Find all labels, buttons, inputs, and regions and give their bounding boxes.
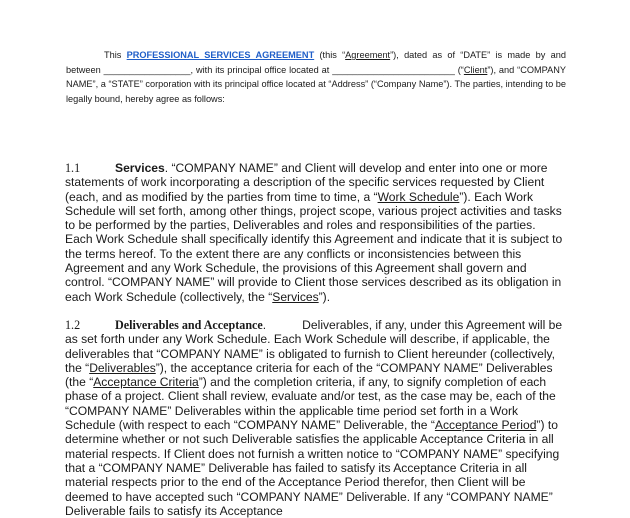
intro-text: (this “ xyxy=(314,50,346,60)
section-text: Deliverables, if any, under this Agreement will be as set forth under any Work Schedule. Each Work Schedule will describe, if applicable, the deliverables that “COMPANY NAME” is obligated to furnish to Client hereunder (collectively, the “ xyxy=(65,318,563,375)
defined-term-acceptance-period: Acceptance Period xyxy=(434,418,537,433)
defined-term-deliverables: Deliverables xyxy=(89,360,156,375)
defined-term-services: Services xyxy=(272,289,319,304)
section-heading: Services xyxy=(115,161,165,175)
section-deliverables xyxy=(65,318,565,518)
section-heading: Deliverables and Acceptance xyxy=(115,318,263,332)
section-text: . xyxy=(262,318,267,332)
section-text: . “COMPANY NAME” and Client will develop and enter into one or more statements of work incorporating a description of the specific services requested by Client (each, and as modified by the parties from time to time, a “ xyxy=(65,161,548,204)
section-services xyxy=(65,161,565,304)
defined-term-acceptance-criteria: Acceptance Criteria xyxy=(93,375,199,390)
intro-text: ”), dated as of “DATE” is made by and between _________________, with its principal office located at ________________________ (“ xyxy=(66,50,566,75)
section-text: ”). xyxy=(318,289,331,304)
section-number: 1.1 xyxy=(65,161,81,175)
agreement-title-link[interactable]: PROFESSIONAL SERVICES AGREEMENT xyxy=(126,50,315,60)
intro-paragraph xyxy=(66,48,566,106)
defined-term-client: Client xyxy=(463,64,488,75)
defined-term-agreement: Agreement xyxy=(345,50,391,60)
defined-term-work-schedule: Work Schedule xyxy=(377,189,460,204)
section-text: ”), the acceptance criteria for each of the “COMPANY NAME” Deliverables (the “ xyxy=(65,360,553,390)
section-text: ”). Each Work Schedule will set forth, among other things, project scope, various project activities and tasks to be performed by the parties, Deliverables and roles and responsibilities of the parties. Each Work Schedule shall specifically identify this Agreement and indicate that it is subject to the terms hereof. To the extent there are any conflicts or inconsistencies between this Agreement and any Work Schedule, the provisions of this Agreement shall govern and control. “COMPANY NAME” will provide to Client those services described as its obligation in each Work Schedule (collectively, the “ xyxy=(65,189,563,304)
intro-text: ”), and “COMPANY NAME”, a “STATE” corporation with its principal office located at “Address” (“Company Name”). The parties, intending to be legally bound, hereby agree as follows: xyxy=(66,64,566,104)
section-number: 1.2 xyxy=(65,318,81,332)
intro-text: This xyxy=(104,50,127,60)
section-text: ”) to determine whether or not such Deliverable satisfies the applicable Acceptance Criteria in all material respects. If Client does not furnish a written notice to “COMPANY NAME” specifying that a “COMPANY NAME” Deliverable has failed to satisfy its Acceptance Criteria in all material respects prior to the end of the Acceptance Period therefor, then Client will be deemed to have accepted such “COMPANY NAME” Deliverable. If any “COMPANY NAME” Deliverable fails to satisfy its Acceptance xyxy=(65,418,560,518)
section-text: ”) and the completion criteria, if any, to signify completion of each phase of a project. Client shall review, evaluate and/or test, as the case may be, each of the “COMPANY NAME” Deliverables within the applicable time period set forth in a Work Schedule (with respect to each “COMPANY NAME” Deliverable, the “ xyxy=(65,375,556,433)
